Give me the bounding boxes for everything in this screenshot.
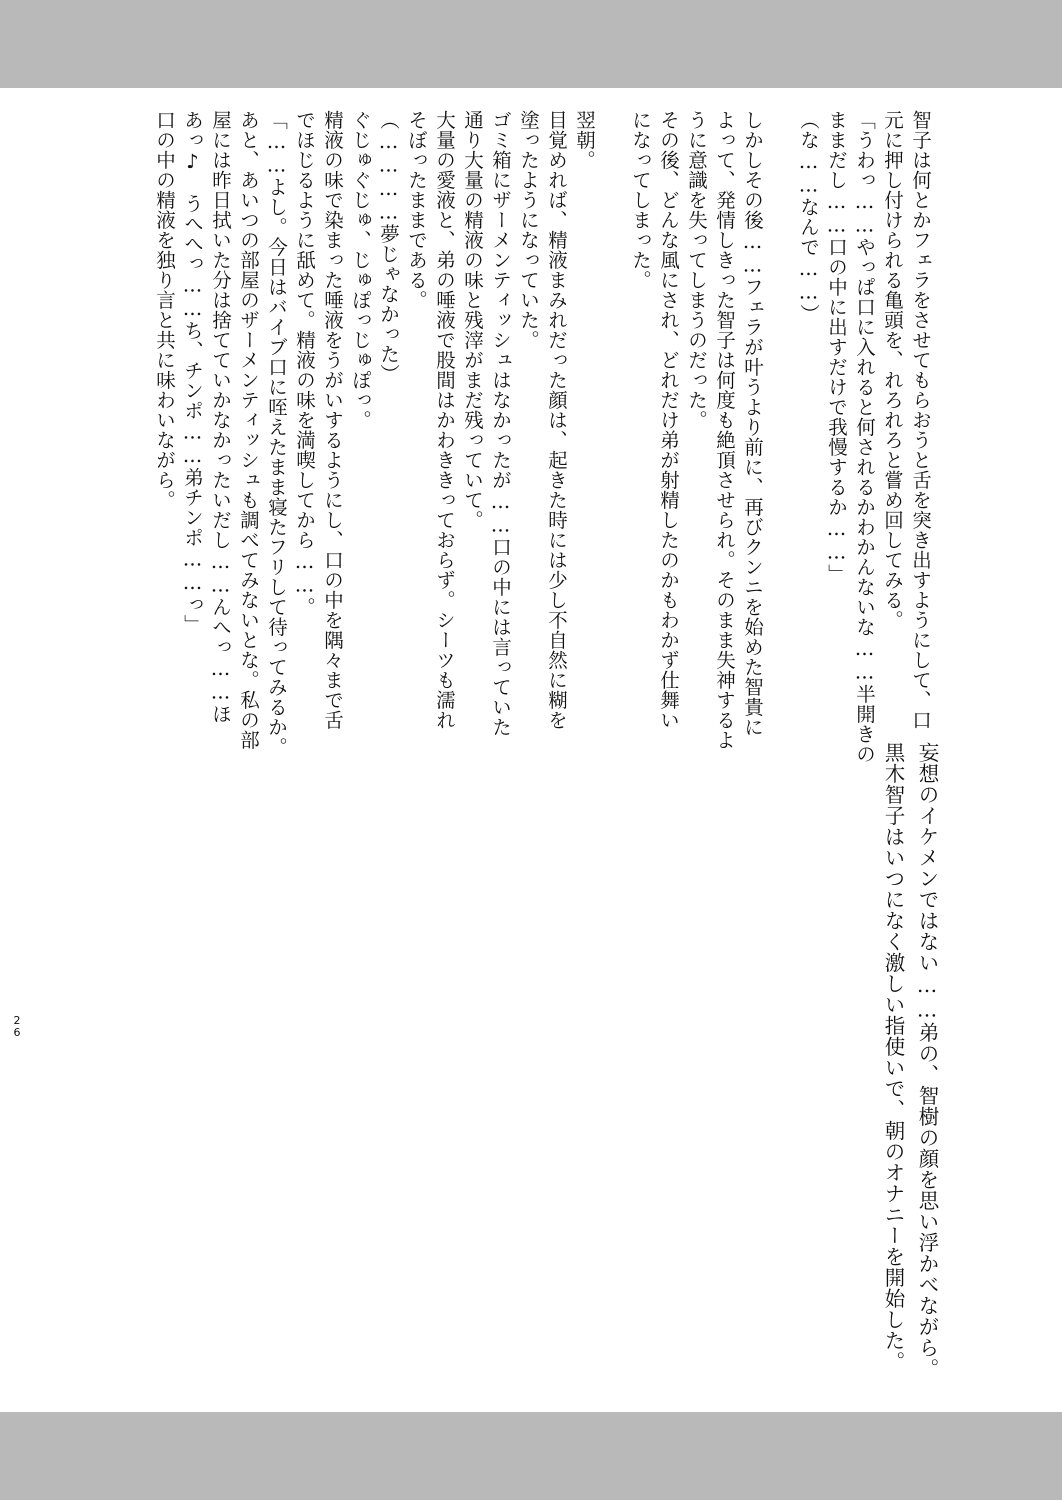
text-line: あっ♪ うへへっ……ち、チンポ……弟チンポ……っ」 [181,110,204,635]
text-line: 智子は何とかフェラをさせてもらおうと舌を突き出すようにして、口 [909,110,932,730]
text-line: しかしその後……フェラが叶うより前に、再びクンニを始めた智貴に [741,110,764,737]
text-line: 「……よし。今日はバイブ口に咥えたまま寝たフリして待ってみるか。 [265,110,288,757]
bottom-margin-bar [0,1412,1062,1500]
text-line [598,110,626,720]
text-line: 翌朝。 [573,110,596,170]
text-line: ゴミ箱にザーメンティッシュはなかったが……口の中には言っていた [489,110,512,737]
text-line: 塗ったようになっていた。 [517,110,540,350]
text-line: 大量の愛液と、弟の唾液で股間はかわききっておらず。シーツも濡れ [433,110,456,730]
text-line: になってしまった。 [629,110,652,290]
text-line: よって、発情しきった智子は何度も絶頂させられ。そのまま失神するよ [713,110,736,750]
text-line: 目覚めれば、精液まみれだった顔は、起きた時には少し不自然に糊を [545,110,568,730]
closing-text-block [876,742,944,1379]
text-line: でほじるように舐めて。精液の味を満喫してから……。 [293,110,316,617]
text-line: その後、どんな風にされ、どれだけ弟が射精したのかもわかず仕舞い [657,110,680,730]
text-line [766,110,794,720]
text-line: あと、あいつの部屋のザーメンティッシュも調べてみないとな。私の部 [237,110,260,750]
text-line: そぼったままである。 [405,110,428,310]
text-line: 口の中の精液を独り言と共に味わいながら。 [153,110,176,510]
text-line: 通り大量の精液の味と残滓がまだ残っていて。 [461,110,484,530]
page-number: 26 [13,1014,21,1039]
text-line: うに意識を失ってしまうのだった。 [685,110,708,430]
text-line: ぐじゅぐじゅ、じゅぽっじゅぽっ。 [349,110,372,430]
main-text-block [150,110,934,764]
text-line: 精液の味で染まった唾液をうがいするようにし、口の中を隅々まで舌 [321,110,344,730]
text-line: （な……なんで……） [797,110,820,324]
top-margin-bar [0,0,1062,88]
text-line: ままだし……口の中に出すだけで我慢するか……」 [825,110,848,584]
text-line: 元に押し付けられる亀頭を、れろれろと嘗め回してみる。 [881,110,904,630]
text-line: 屋には昨日拭いた分は捨てていかなかったいだし……んへっ……ほ [209,110,232,724]
text-line: 「うわっ……やっぱ口に入れると何されるかわかんないな……半開きの [853,110,876,764]
text-line: 妄想のイケメンではない……弟の、智樹の顔を思い浮かべながら。 [915,742,939,1379]
text-line: 黒木智子はいつになく激しい指使いで、朝のオナニーを開始した。 [881,742,905,1372]
text-line: （…………夢じゃなかった） [377,110,400,384]
